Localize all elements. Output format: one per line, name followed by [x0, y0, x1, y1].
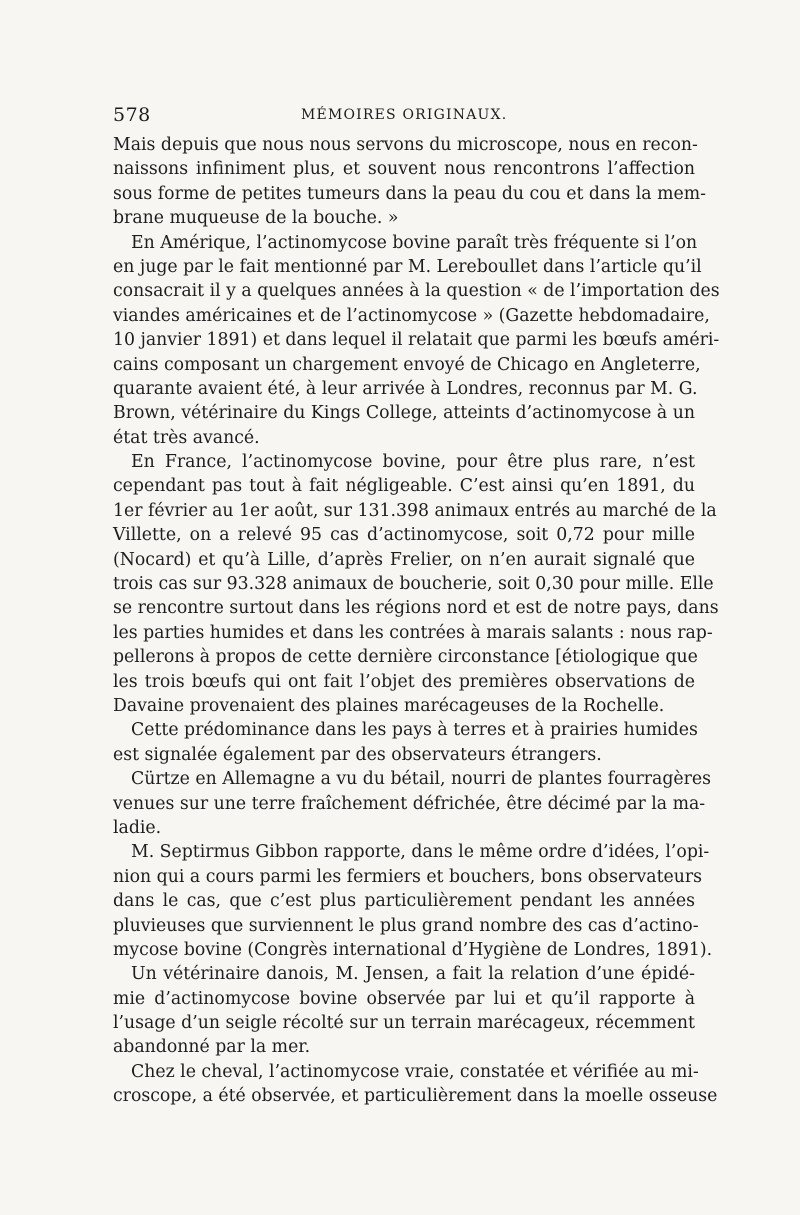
page-header [113, 104, 695, 130]
text-line: Brown, vétérinaire du Kings College, atteints d’actinomycose à un [113, 403, 695, 424]
text-line: croscope, a été observée, et particulièrement dans la moelle osseuse [113, 1086, 718, 1107]
running-head: MÉMOIRES ORIGINAUX. [301, 107, 508, 123]
text-line: cains composant un chargement envoyé de Chicago en Angleterre, [113, 354, 701, 375]
paragraph [113, 718, 698, 767]
text-line: Cette prédominance dans les pays à terres et à prairies humides [131, 720, 698, 741]
paragraph [113, 231, 720, 451]
body-text [113, 133, 720, 1109]
text-line: abandonné par la mer. [113, 1037, 311, 1058]
text-line: état très avancé. [113, 427, 260, 448]
paragraph [113, 1060, 718, 1109]
paragraph [113, 450, 719, 718]
text-line: est signalée également par des observateurs étrangers. [113, 744, 602, 765]
page-number: 578 [113, 104, 151, 126]
paragraph [113, 840, 713, 962]
text-line: Cürtze en Allemagne a vu du bétail, nourri de plantes fourragères [131, 769, 711, 790]
text-line: ladie. [113, 817, 162, 838]
text-line: se rencontre surtout dans les régions nord et est de notre pays, dans [113, 598, 719, 619]
text-line: En France, l’actinomycose bovine, pour être plus rare, n’est [131, 452, 695, 473]
text-line: Un vétérinaire danois, M. Jensen, a fait la relation d’une épidé- [131, 964, 695, 985]
text-line: pluvieuses que surviennent le plus grand nombre des cas d’actino- [113, 915, 699, 936]
text-line: en juge par le fait mentionné par M. Lereboullet dans l’article qu’il [113, 256, 702, 277]
text-line: cependant pas tout à fait négligeable. C’est ainsi qu’en 1891, du [113, 476, 695, 497]
text-line: nion qui a cours parmi les fermiers et bouchers, bons observateurs [113, 866, 703, 887]
text-line: les trois bœufs qui ont fait l’objet des premières observations de [113, 671, 695, 692]
text-line: Villette, on a relevé 95 cas d’actinomycose, soit 0,72 pour mille [113, 525, 695, 546]
text-line: Mais depuis que nous nous servons du microscope, nous en recon- [113, 135, 698, 155]
text-line: En Amérique, l’actinomycose bovine paraît très fréquente si l’on [131, 232, 698, 253]
text-line: mie d’actinomycose bovine observée par lui et qu’il rapporte à [113, 988, 695, 1009]
paragraph [113, 767, 711, 840]
text-line: (Nocard) et qu’à Lille, d’après Frelier, on n’en aurait signalé que [113, 549, 695, 570]
text-line: l’usage d’un seigle récolté sur un terrain marécageux, récemment [113, 1013, 695, 1034]
text-line: brane muqueuse de la bouche. » [113, 208, 399, 229]
text-line: trois cas sur 93.328 animaux de boucherie, soit 0,30 pour mille. Elle [113, 574, 714, 595]
text-line: quarante avaient été, à leur arrivée à Londres, reconnus par M. G. [113, 378, 698, 399]
text-line: Chez le cheval, l’actinomycose vraie, constatée et vérifiée au mi- [131, 1061, 699, 1082]
text-line: sous forme de petites tumeurs dans la peau du cou et dans la mem- [113, 183, 706, 204]
text-line: les parties humides et dans les contrées à marais salants : nous rap- [113, 622, 713, 643]
text-line: M. Septirmus Gibbon rapporte, dans le même ordre d’idées, l’opi- [131, 842, 710, 863]
text-line: naissons infiniment plus, et souvent nous rencontrons l’affection [113, 159, 695, 180]
text-line: consacrait il y a quelques années à la question « de l’importation des [113, 281, 720, 302]
text-line: venues sur une terre fraîchement défrichée, être décimé par la ma- [113, 793, 706, 814]
text-line: pellerons à propos de cette dernière circonstance [étiologique que [113, 647, 698, 668]
paragraph [113, 133, 706, 231]
text-line: mycose bovine (Congrès international d’Hygiène de Londres, 1891). [113, 939, 713, 960]
paragraph [113, 962, 695, 1060]
text-line: dans le cas, que c’est plus particulièrement pendant les années [113, 891, 695, 912]
text-line: 1er février au 1er août, sur 131.398 animaux entrés au marché de la [113, 500, 717, 521]
text-line: viandes américaines et de l’actinomycose » (Gazette hebdomadaire, [113, 305, 710, 326]
text-line: Davaine provenaient des plaines marécageuses de la Rochelle. [113, 695, 665, 716]
text-line: 10 janvier 1891) et dans lequel il relatait que parmi les bœufs améri- [113, 330, 720, 351]
